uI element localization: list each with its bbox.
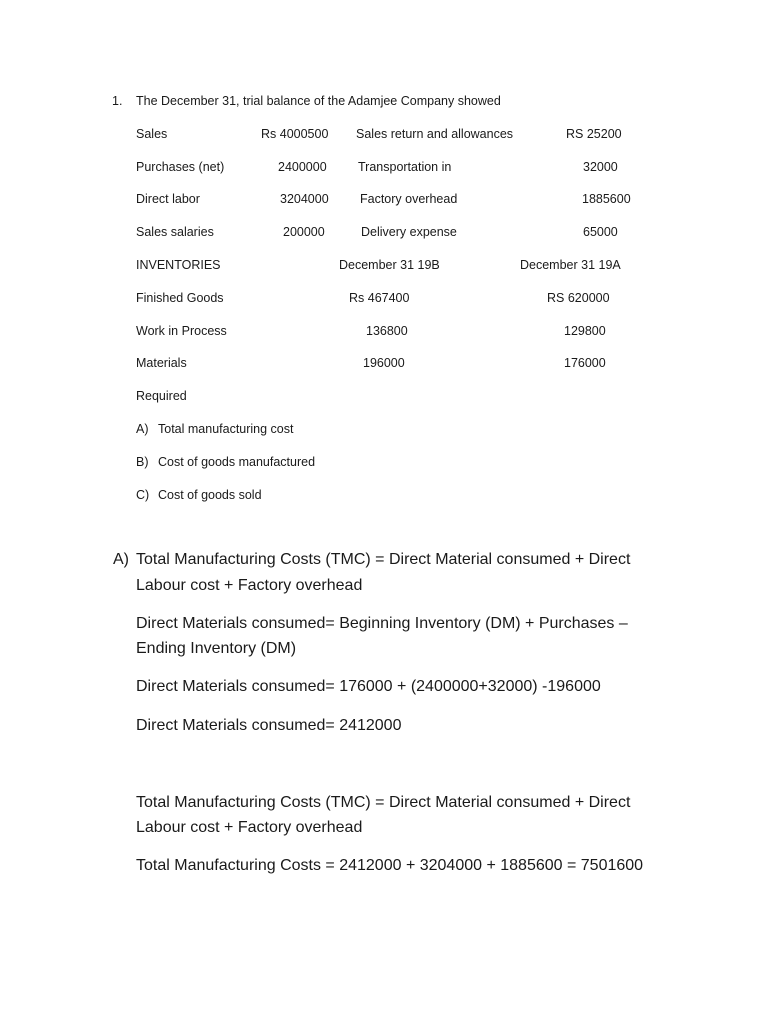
required-text-c: Cost of goods sold xyxy=(158,488,262,502)
tmc-calculation: Total Manufacturing Costs = 2412000 + 3204000 + 1885600 = 7501600 xyxy=(136,857,644,874)
inv-col2-wip: 129800 xyxy=(564,324,606,338)
dmc-calculation: Direct Materials consumed= 176000 + (2400000+32000) -196000 xyxy=(136,678,601,695)
required-label: Required xyxy=(136,389,187,403)
required-marker-a: A) xyxy=(136,422,149,436)
tb-value-sales-return: RS 25200 xyxy=(566,127,622,141)
tb-value-sales-salaries: 200000 xyxy=(283,225,325,239)
tb-label-transportation: Transportation in xyxy=(358,160,452,174)
tb-value-factory-overhead: 1885600 xyxy=(582,192,631,206)
tmc-definition-line1: Total Manufacturing Costs (TMC) = Direct Material consumed + Direct xyxy=(136,551,631,568)
inv-col1-wip: 136800 xyxy=(366,324,408,338)
tb-label-sales-salaries: Sales salaries xyxy=(136,225,214,239)
tb-label-purchases: Purchases (net) xyxy=(136,160,225,174)
inv-label-wip: Work in Process xyxy=(136,324,227,338)
tb-label-direct-labor: Direct labor xyxy=(136,192,200,206)
tb-label-delivery: Delivery expense xyxy=(361,225,457,239)
tb-value-transportation: 32000 xyxy=(583,160,618,174)
tb-value-purchases: 2400000 xyxy=(278,160,327,174)
solution-marker: A) xyxy=(113,551,129,568)
inventories-header: INVENTORIES xyxy=(136,258,221,272)
tb-value-direct-labor: 3204000 xyxy=(280,192,329,206)
question-intro: The December 31, trial balance of the Adamjee Company showed xyxy=(136,94,501,108)
tmc-definition2-line2: Labour cost + Factory overhead xyxy=(136,819,363,836)
tb-label-sales: Sales xyxy=(136,127,168,141)
tb-value-delivery: 65000 xyxy=(583,225,618,239)
inv-col2-materials: 176000 xyxy=(564,356,606,370)
inventories-col2-header: December 31 19A xyxy=(520,258,621,272)
dmc-result: Direct Materials consumed= 2412000 xyxy=(136,717,402,734)
tmc-definition-line2: Labour cost + Factory overhead xyxy=(136,577,363,594)
tmc-definition2-line1: Total Manufacturing Costs (TMC) = Direct Material consumed + Direct xyxy=(136,794,631,811)
required-marker-c: C) xyxy=(136,488,150,502)
question-number: 1. xyxy=(112,94,123,108)
dmc-definition-line1: Direct Materials consumed= Beginning Inventory (DM) + Purchases – xyxy=(136,615,628,632)
inv-col2-finished-goods: RS 620000 xyxy=(547,291,610,305)
tb-value-sales: Rs 4000500 xyxy=(261,127,329,141)
inv-col1-materials: 196000 xyxy=(363,356,405,370)
required-text-a: Total manufacturing cost xyxy=(158,422,294,436)
tb-label-factory-overhead: Factory overhead xyxy=(360,192,458,206)
inventories-col1-header: December 31 19B xyxy=(339,258,440,272)
required-marker-b: B) xyxy=(136,455,149,469)
tb-label-sales-return: Sales return and allowances xyxy=(356,127,514,141)
required-text-b: Cost of goods manufactured xyxy=(158,455,316,469)
inv-col1-finished-goods: Rs 467400 xyxy=(349,291,410,305)
inv-label-materials: Materials xyxy=(136,356,187,370)
dmc-definition-line2: Ending Inventory (DM) xyxy=(136,640,297,657)
inv-label-finished-goods: Finished Goods xyxy=(136,291,224,305)
